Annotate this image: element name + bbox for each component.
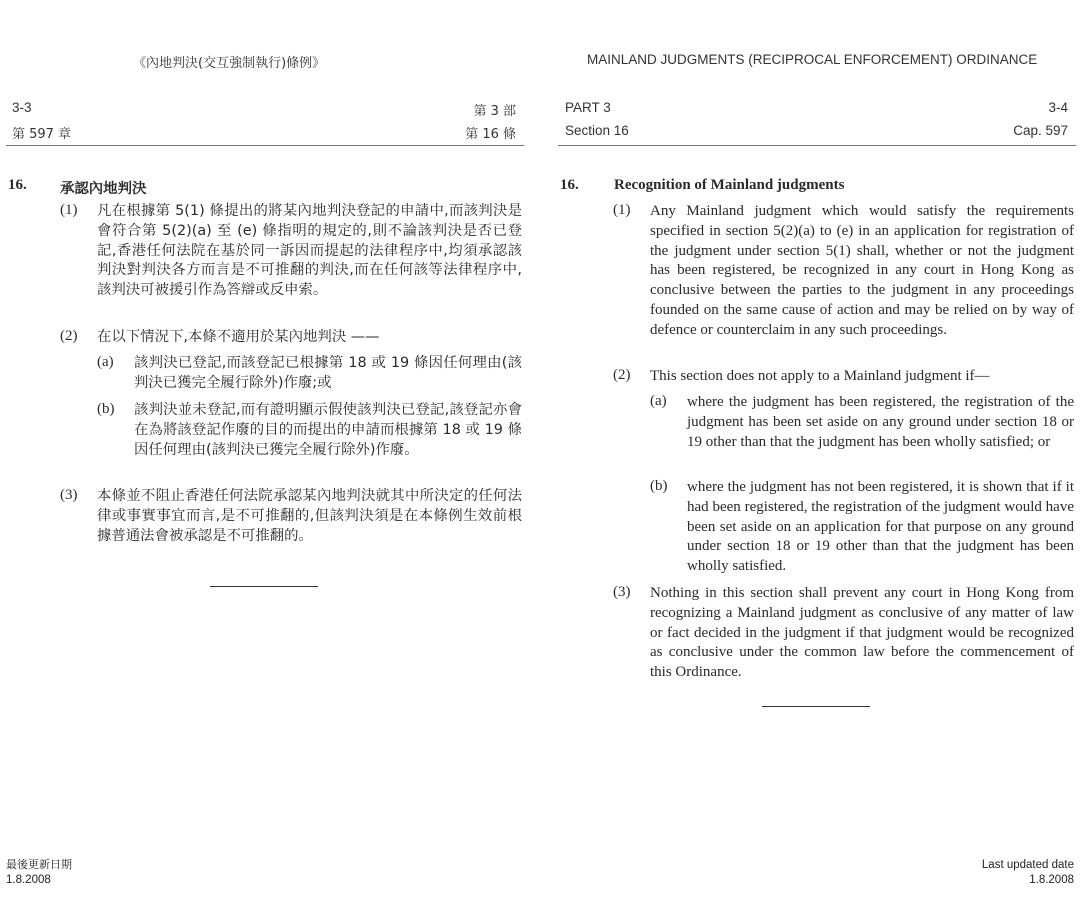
subsection-3 xyxy=(613,584,1074,683)
chinese-page xyxy=(0,0,530,907)
subsection-label: (2) xyxy=(60,328,78,344)
subsection-text: Any Mainland judgment which would satisfy the requirements specified in section 5(2)(a) to (e) in an application for registration of the judgment under section 5(1) shall, whether or not the judgment has been registered, be recognized in any court in Hong Kong as conclusive between the parties to the judgment in any proceedings founded on the same cause of action and may be relied on by way of defence or counterclaim in any such proceedings. xyxy=(650,203,1074,338)
footer-label: 最後更新日期 xyxy=(6,858,72,871)
subsection-3 xyxy=(60,487,522,546)
section-number: 16. xyxy=(560,177,579,193)
subsection-text: 在以下情況下,本條不適用於某內地判決 —— xyxy=(97,329,380,345)
paragraph-label: (a) xyxy=(650,393,667,409)
page-number: 3-3 xyxy=(12,100,32,115)
paragraph-2a xyxy=(650,393,1074,452)
subsection-1 xyxy=(60,202,522,301)
subsection-text: This section does not apply to a Mainland judgment if— xyxy=(650,368,990,384)
running-title: 《內地判決(交互強制執行)條例》 xyxy=(133,56,326,71)
running-title: MAINLAND JUDGMENTS (RECIPROCAL ENFORCEMENT) ORDINANCE xyxy=(587,52,1038,67)
paragraph-2a xyxy=(97,354,522,394)
footer-label: Last updated date xyxy=(981,859,1074,871)
footer-date: 1.8.2008 xyxy=(6,874,51,886)
subsection-label: (1) xyxy=(613,202,631,218)
chapter-label: 第 597 章 xyxy=(12,127,72,142)
section-title: Recognition of Mainland judgments xyxy=(614,177,845,193)
section-number: 16. xyxy=(8,177,27,193)
subsection-text: 本條並不阻止香港任何法院承認某內地判決就其中所決定的任何法律或事實事宜而言,是不可推翻的,但該判決須是在本條例生效前根據普通法會被承認是不可推翻的。 xyxy=(97,488,522,544)
subsection-1 xyxy=(613,202,1074,341)
paragraph-text: where the judgment has been registered, the registration of the judgment has been set aside on any ground under section 18 or 19 other than that the judgment has been wholly satisfied; or xyxy=(687,394,1074,450)
paragraph-2b xyxy=(650,478,1074,577)
section-label: 第 16 條 xyxy=(465,127,516,142)
subsection-label: (3) xyxy=(613,584,631,600)
page-number: 3-4 xyxy=(1048,100,1068,115)
english-page xyxy=(552,0,1080,907)
paragraph-text: 該判決已登記,而該登記已根據第 18 或 19 條因任何理由(該判決已獲完全履行除外)作廢;或 xyxy=(134,355,522,391)
subsection-label: (2) xyxy=(613,367,631,383)
header-rule xyxy=(6,145,524,146)
part-label: PART 3 xyxy=(565,100,611,115)
section-title: 承認內地判決 xyxy=(60,181,147,197)
subsection-2 xyxy=(613,367,1074,387)
chapter-label: Cap. 597 xyxy=(1013,123,1068,138)
paragraph-label: (b) xyxy=(97,401,115,417)
header-rule xyxy=(558,145,1076,146)
paragraph-2b xyxy=(97,401,522,460)
end-rule xyxy=(762,706,870,707)
section-label: Section 16 xyxy=(565,123,629,138)
subsection-text: Nothing in this section shall prevent any court in Hong Kong from recognizing a Mainland judgment as conclusive of any matter of law or fact decided in the judgment if that judgment would be recognized as conclusive under the common law before the commencement of this Ordinance. xyxy=(650,585,1074,681)
paragraph-label: (a) xyxy=(97,354,114,370)
part-label: 第 3 部 xyxy=(473,104,516,119)
end-rule xyxy=(210,586,318,587)
paragraph-text: where the judgment has not been registered, it is shown that if it had been registered, the registration of the judgment would have been set aside on an application for that purpose on any ground under section 18 or 19 other than that the judgment has been wholly satisfied. xyxy=(687,479,1074,575)
paragraph-text: 該判決並未登記,而有證明顯示假使該判決已登記,該登記亦會在為將該登記作廢的目的而提出的申請而根據第 18 或 19 條因任何理由(該判決已獲完全履行除外)作廢。 xyxy=(134,402,522,458)
subsection-label: (3) xyxy=(60,487,78,503)
subsection-2 xyxy=(60,328,522,348)
footer-date: 1.8.2008 xyxy=(1029,874,1074,886)
subsection-text: 凡在根據第 5(1) 條提出的將某內地判決登記的申請中,而該判決是會符合第 5(2)(a) 至 (e) 條指明的規定的,則不論該判決是否已登記,香港任何法院在基於同一訴因而提起的法律程序中,均須承認該判決對判決各方而言是不可推翻的判決,而在任何該等法律程序中,該判決可被援引作為答辯或反申索。 xyxy=(97,203,522,299)
subsection-label: (1) xyxy=(60,202,78,218)
paragraph-label: (b) xyxy=(650,478,668,494)
